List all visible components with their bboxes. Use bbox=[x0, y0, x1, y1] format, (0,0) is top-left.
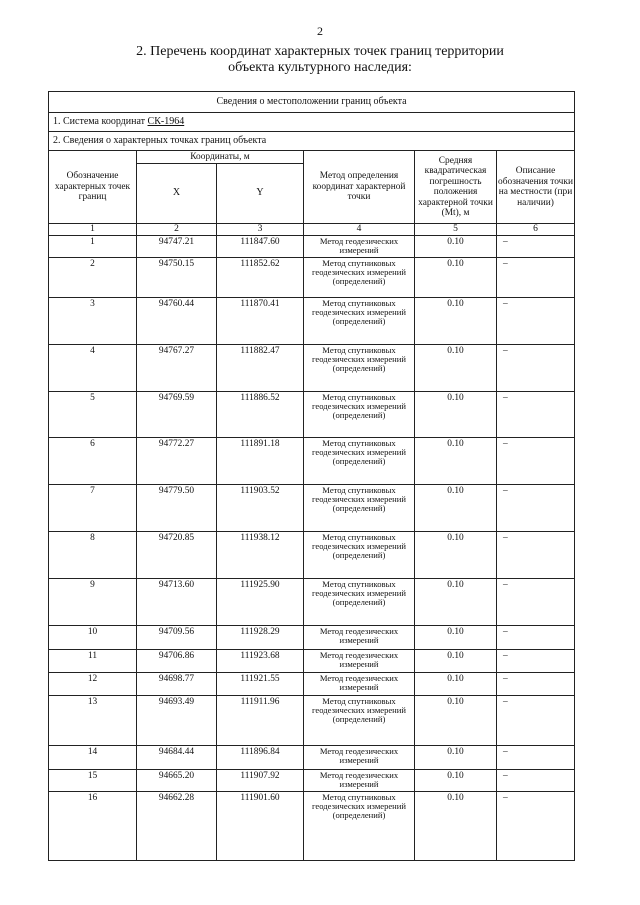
point-number: 16 bbox=[49, 791, 137, 860]
method-value: Метод геодезических измерений bbox=[304, 745, 415, 769]
description-value: – bbox=[497, 769, 575, 791]
table-row bbox=[49, 257, 575, 297]
method-value: Метод спутниковых геодезических измерений (определений) bbox=[304, 791, 415, 860]
description-value: – bbox=[497, 672, 575, 695]
page-number: 2 bbox=[317, 24, 323, 38]
column-number: 5 bbox=[415, 224, 497, 236]
point-number: 12 bbox=[49, 672, 137, 695]
point-number: 15 bbox=[49, 769, 137, 791]
coordinate-system-row bbox=[49, 113, 575, 132]
x-value: 94779.50 bbox=[137, 484, 217, 531]
y-value: 111921.55 bbox=[217, 672, 304, 695]
x-value: 94684.44 bbox=[137, 745, 217, 769]
header-point: Обозначение характерных точек границ bbox=[49, 151, 137, 224]
table-row bbox=[49, 391, 575, 437]
accuracy-value: 0.10 bbox=[415, 649, 497, 672]
method-value: Метод спутниковых геодезических измерений (определений) bbox=[304, 297, 415, 344]
method-value: Метод спутниковых геодезических измерений (определений) bbox=[304, 531, 415, 578]
y-value: 111925.90 bbox=[217, 578, 304, 625]
y-value: 111891.18 bbox=[217, 437, 304, 484]
column-number: 4 bbox=[304, 224, 415, 236]
x-value: 94767.27 bbox=[137, 344, 217, 391]
y-value: 111852.62 bbox=[217, 257, 304, 297]
description-value: – bbox=[497, 649, 575, 672]
x-value: 94709.56 bbox=[137, 625, 217, 649]
table-row bbox=[49, 235, 575, 257]
point-number: 11 bbox=[49, 649, 137, 672]
column-number: 6 bbox=[497, 224, 575, 236]
description-value: – bbox=[497, 791, 575, 860]
point-number: 7 bbox=[49, 484, 137, 531]
accuracy-value: 0.10 bbox=[415, 484, 497, 531]
document-title-line-2: объекта культурного наследия: bbox=[228, 60, 412, 75]
description-value: – bbox=[497, 344, 575, 391]
table-row bbox=[49, 625, 575, 649]
document-title bbox=[60, 44, 580, 76]
header-coordinates: Координаты, м bbox=[137, 151, 304, 164]
coordinate-system-label: 1. Система координат bbox=[53, 115, 146, 127]
y-value: 111847.60 bbox=[217, 235, 304, 257]
y-value: 111938.12 bbox=[217, 531, 304, 578]
x-value: 94693.49 bbox=[137, 695, 217, 745]
method-value: Метод спутниковых геодезических измерений (определений) bbox=[304, 695, 415, 745]
point-number: 9 bbox=[49, 578, 137, 625]
accuracy-value: 0.10 bbox=[415, 344, 497, 391]
point-number: 2 bbox=[49, 257, 137, 297]
x-value: 94713.60 bbox=[137, 578, 217, 625]
accuracy-value: 0.10 bbox=[415, 578, 497, 625]
column-number-row bbox=[49, 224, 575, 236]
table-row bbox=[49, 578, 575, 625]
method-value: Метод спутниковых геодезических измерений (определений) bbox=[304, 257, 415, 297]
method-value: Метод геодезических измерений bbox=[304, 649, 415, 672]
accuracy-value: 0.10 bbox=[415, 531, 497, 578]
description-value: – bbox=[497, 531, 575, 578]
method-value: Метод геодезических измерений bbox=[304, 625, 415, 649]
table-row bbox=[49, 791, 575, 860]
y-value: 111901.60 bbox=[217, 791, 304, 860]
x-value: 94760.44 bbox=[137, 297, 217, 344]
x-value: 94750.15 bbox=[137, 257, 217, 297]
point-number: 10 bbox=[49, 625, 137, 649]
y-value: 111907.92 bbox=[217, 769, 304, 791]
accuracy-value: 0.10 bbox=[415, 769, 497, 791]
table-row bbox=[49, 484, 575, 531]
point-number: 4 bbox=[49, 344, 137, 391]
description-value: – bbox=[497, 437, 575, 484]
method-value: Метод спутниковых геодезических измерений (определений) bbox=[304, 437, 415, 484]
point-number: 3 bbox=[49, 297, 137, 344]
point-number: 13 bbox=[49, 695, 137, 745]
method-value: Метод геодезических измерений bbox=[304, 235, 415, 257]
table-row bbox=[49, 297, 575, 344]
column-number: 1 bbox=[49, 224, 137, 236]
header-y: Y bbox=[217, 164, 304, 224]
coordinate-system-name: СК-1964 bbox=[147, 115, 185, 127]
table-row bbox=[49, 769, 575, 791]
x-value: 94706.86 bbox=[137, 649, 217, 672]
y-value: 111882.47 bbox=[217, 344, 304, 391]
description-value: – bbox=[497, 391, 575, 437]
y-value: 111896.84 bbox=[217, 745, 304, 769]
description-value: – bbox=[497, 578, 575, 625]
point-number: 14 bbox=[49, 745, 137, 769]
method-value: Метод спутниковых геодезических измерений (определений) bbox=[304, 391, 415, 437]
header-accuracy: Средняя квадратическая погрешность положения характерной точки (Mt), м bbox=[415, 151, 497, 224]
y-value: 111928.29 bbox=[217, 625, 304, 649]
description-value: – bbox=[497, 625, 575, 649]
y-value: 111886.52 bbox=[217, 391, 304, 437]
table-row bbox=[49, 745, 575, 769]
method-value: Метод геодезических измерений bbox=[304, 672, 415, 695]
table-row bbox=[49, 437, 575, 484]
description-value: – bbox=[497, 745, 575, 769]
table-row bbox=[49, 344, 575, 391]
description-value: – bbox=[497, 235, 575, 257]
column-number: 2 bbox=[137, 224, 217, 236]
accuracy-value: 0.10 bbox=[415, 235, 497, 257]
method-value: Метод спутниковых геодезических измерений (определений) bbox=[304, 578, 415, 625]
accuracy-value: 0.10 bbox=[415, 745, 497, 769]
points-section-heading: 2. Сведения о характерных точках границ объекта bbox=[49, 132, 575, 151]
description-value: – bbox=[497, 484, 575, 531]
description-value: – bbox=[497, 695, 575, 745]
x-value: 94698.77 bbox=[137, 672, 217, 695]
header-method: Метод определения координат характерной точки bbox=[304, 151, 415, 224]
x-value: 94747.21 bbox=[137, 235, 217, 257]
header-description: Описание обозначения точки на местности (при наличии) bbox=[497, 151, 575, 224]
method-value: Метод геодезических измерений bbox=[304, 769, 415, 791]
accuracy-value: 0.10 bbox=[415, 297, 497, 344]
x-value: 94665.20 bbox=[137, 769, 217, 791]
point-number: 1 bbox=[49, 235, 137, 257]
accuracy-value: 0.10 bbox=[415, 437, 497, 484]
method-value: Метод спутниковых геодезических измерений (определений) bbox=[304, 344, 415, 391]
point-number: 8 bbox=[49, 531, 137, 578]
accuracy-value: 0.10 bbox=[415, 391, 497, 437]
header-x: X bbox=[137, 164, 217, 224]
accuracy-value: 0.10 bbox=[415, 791, 497, 860]
column-number: 3 bbox=[217, 224, 304, 236]
description-value: – bbox=[497, 257, 575, 297]
accuracy-value: 0.10 bbox=[415, 695, 497, 745]
x-value: 94769.59 bbox=[137, 391, 217, 437]
table-banner: Сведения о местоположении границ объекта bbox=[49, 92, 575, 113]
coordinates-table bbox=[48, 91, 575, 861]
point-number: 5 bbox=[49, 391, 137, 437]
accuracy-value: 0.10 bbox=[415, 625, 497, 649]
point-number: 6 bbox=[49, 437, 137, 484]
table-row bbox=[49, 695, 575, 745]
method-value: Метод спутниковых геодезических измерений (определений) bbox=[304, 484, 415, 531]
accuracy-value: 0.10 bbox=[415, 672, 497, 695]
y-value: 111903.52 bbox=[217, 484, 304, 531]
description-value: – bbox=[497, 297, 575, 344]
accuracy-value: 0.10 bbox=[415, 257, 497, 297]
table-row bbox=[49, 649, 575, 672]
x-value: 94772.27 bbox=[137, 437, 217, 484]
table-row bbox=[49, 531, 575, 578]
x-value: 94662.28 bbox=[137, 791, 217, 860]
y-value: 111870.41 bbox=[217, 297, 304, 344]
x-value: 94720.85 bbox=[137, 531, 217, 578]
y-value: 111923.68 bbox=[217, 649, 304, 672]
document-title-line-1: 2. Перечень координат характерных точек границ территории bbox=[136, 44, 504, 59]
y-value: 111911.96 bbox=[217, 695, 304, 745]
table-row bbox=[49, 672, 575, 695]
